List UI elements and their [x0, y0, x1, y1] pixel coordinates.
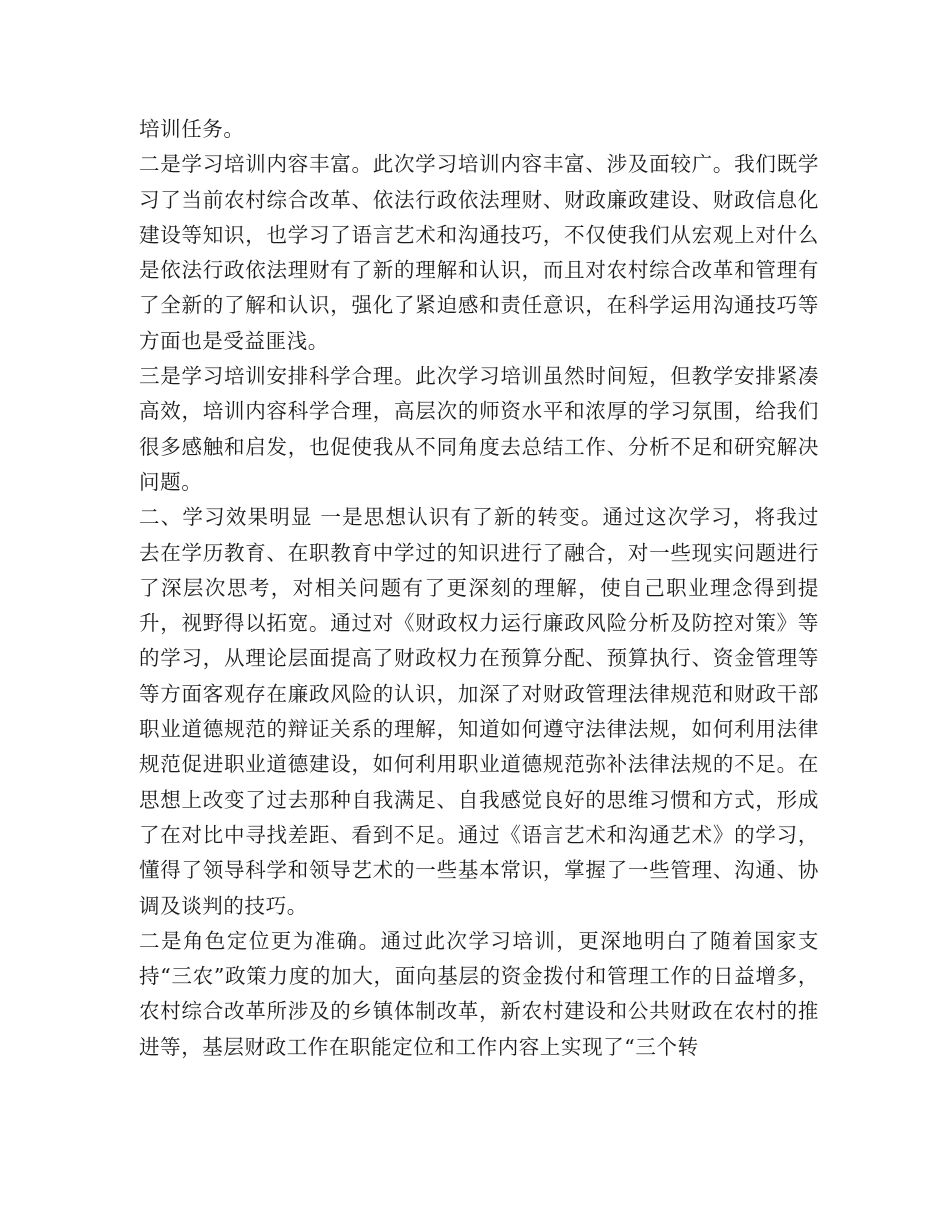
paragraph-role-positioning: 二是角色定位更为准确。通过此次学习培训，更深地明白了随着国家支持“三农”政策力度的加大，面向基层的资金拨付和管理工作的日益增多，农村综合改革所涉及的乡镇体制改革，新农村建设和公共财政在农村的推进等，基层财政工作在职能定位和工作内容上实现了“三个转: [139, 928, 819, 1059]
paragraph-continuation: 培训任务。: [139, 117, 245, 141]
paragraph-learning-effect: 二、学习效果明显 一是思想认识有了新的转变。通过这次学习，将我过去在学历教育、在职教育中学过的知识进行了融合，对一些现实问题进行了深层次思考，对相关问题有了更深刻的理解，使自己职业理念得到提升，视野得以拓宽。通过对《财政权力运行廉政风险分析及防控对策》等的学习，从理论层面提高了财政权力在预算分配、预算执行、资金管理等等方面客观存在廉政风险的认识，加深了对财政管理法律规范和财政干部职业道德规范的辩证关系的理解，知道如何遵守法律法规，如何利用法律规范促进职业道德建设，如何利用职业道德规范弥补法律法规的不足。在思想上改变了过去那种自我满足、自我感觉良好的思维习惯和方式，形成了在对比中寻找差距、看到不足。通过《语言艺术和沟通艺术》的学习，懂得了领导科学和领导艺术的一些基本常识，掌握了一些管理、沟通、协调及谈判的技巧。: [139, 505, 819, 918]
paragraph-training-content: 二是学习培训内容丰富。此次学习培训内容丰富、涉及面较广。我们既学习了当前农村综合改革、依法行政依法理财、财政廉政建设、财政信息化建设等知识，也学习了语言艺术和沟通技巧，不仅使我们从宏观上对什么是依法行政依法理财有了新的理解和认识，而且对农村综合改革和管理有了全新的了解和认识，强化了紧迫感和责任意识，在科学运用沟通技巧等方面也是受益匪浅。: [139, 152, 819, 353]
paragraph-training-arrangement: 三是学习培训安排科学合理。此次学习培训虽然时间短，但教学安排紧凑高效，培训内容科学合理，高层次的师资水平和浓厚的学习氛围，给我们很多感触和启发，也促使我从不同角度去总结工作、分析不足和研究解决问题。: [139, 364, 819, 494]
document-body: [139, 112, 819, 1065]
